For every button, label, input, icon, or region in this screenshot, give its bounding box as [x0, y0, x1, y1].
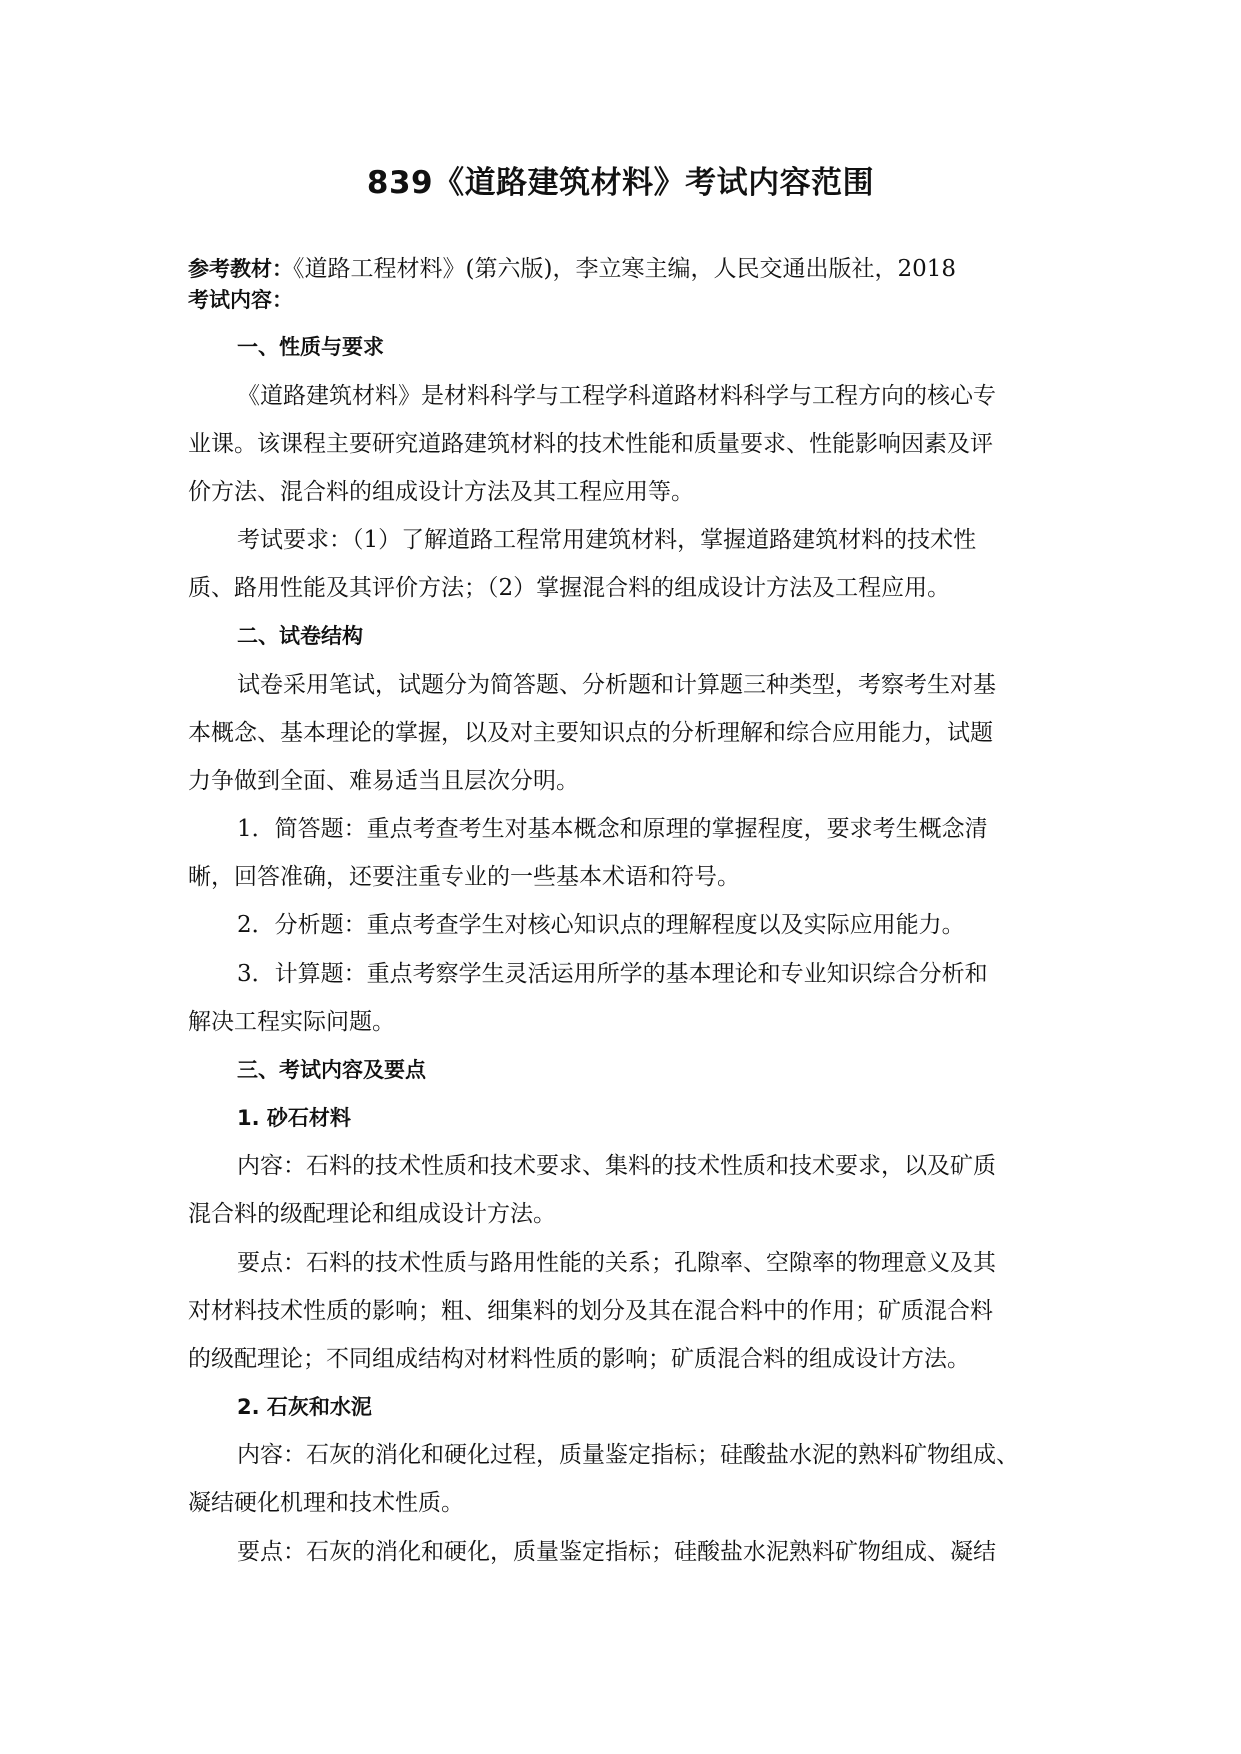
section1-para2-line: 质、路用性能及其评价方法；（2）掌握混合料的组成设计方法及工程应用。 [188, 575, 951, 601]
content-label: 考试内容： [188, 288, 293, 312]
section1-para1-line: 业课。该课程主要研究道路建筑材料的技术性能和质量要求、性能影响因素及评 [188, 431, 993, 457]
page-title: 839《道路建筑材料》考试内容范围 [366, 165, 875, 201]
section3-heading: 三、考试内容及要点 [237, 1058, 426, 1082]
section3-sub1-heading: 1. 砂石材料 [237, 1106, 351, 1130]
section1-para2-line: 考试要求：（1）了解道路工程常用建筑材料，掌握道路建筑材料的技术性 [237, 527, 977, 553]
section1-para1-line: 价方法、混合料的组成设计方法及其工程应用等。 [188, 479, 694, 505]
sub1-points-line: 对材料技术性质的影响；粗、细集料的划分及其在混合料中的作用；矿质混合料 [188, 1298, 993, 1324]
sub1-points-line: 的级配理论；不同组成结构对材料性质的影响；矿质混合料的组成设计方法。 [188, 1346, 970, 1372]
reference-line [188, 252, 1058, 286]
section2-heading: 二、试卷结构 [237, 624, 363, 648]
section2-item1-line: 晰，回答准确，还要注重专业的一些基本术语和符号。 [188, 864, 740, 890]
section2-item2-line: 2．分析题：重点考查学生对核心知识点的理解程度以及实际应用能力。 [237, 912, 965, 938]
sub1-points-line: 要点：石料的技术性质与路用性能的关系；孔隙率、空隙率的物理意义及其 [237, 1250, 996, 1276]
sub2-points-line: 要点：石灰的消化和硬化，质量鉴定指标；硅酸盐水泥熟料矿物组成、凝结 [237, 1539, 996, 1565]
reference-label: 参考教材： [188, 257, 293, 281]
sub2-content-line: 凝结硬化机理和技术性质。 [188, 1490, 464, 1516]
section2-para1-line: 试卷采用笔试，试题分为简答题、分析题和计算题三种类型，考察考生对基 [237, 672, 996, 698]
section2-para1-line: 本概念、基本理论的掌握，以及对主要知识点的分析理解和综合应用能力，试题 [188, 720, 993, 746]
section1-para1-line: 《道路建筑材料》是材料科学与工程学科道路材料科学与工程方向的核心专 [237, 383, 996, 409]
sub1-content-line: 混合料的级配理论和组成设计方法。 [188, 1201, 556, 1227]
section2-item1-line: 1．简答题：重点考查考生对基本概念和原理的掌握程度，要求考生概念清 [237, 816, 988, 842]
reference-text: 《道路工程材料》(第六版)，李立寒主编，人民交通出版社，2018 [293, 256, 956, 282]
sub1-content-line: 内容：石料的技术性质和技术要求、集料的技术性质和技术要求，以及矿质 [237, 1153, 996, 1179]
section2-item3-line: 3．计算题：重点考察学生灵活运用所学的基本理论和专业知识综合分析和 [237, 961, 988, 987]
section2-para1-line: 力争做到全面、难易适当且层次分明。 [188, 768, 579, 794]
section2-item3-line: 解决工程实际问题。 [188, 1009, 395, 1035]
section1-heading: 一、性质与要求 [237, 335, 384, 359]
section3-sub2-heading: 2. 石灰和水泥 [237, 1395, 372, 1419]
sub2-content-line: 内容：石灰的消化和硬化过程，质量鉴定指标；硅酸盐水泥的熟料矿物组成、 [237, 1442, 1019, 1468]
